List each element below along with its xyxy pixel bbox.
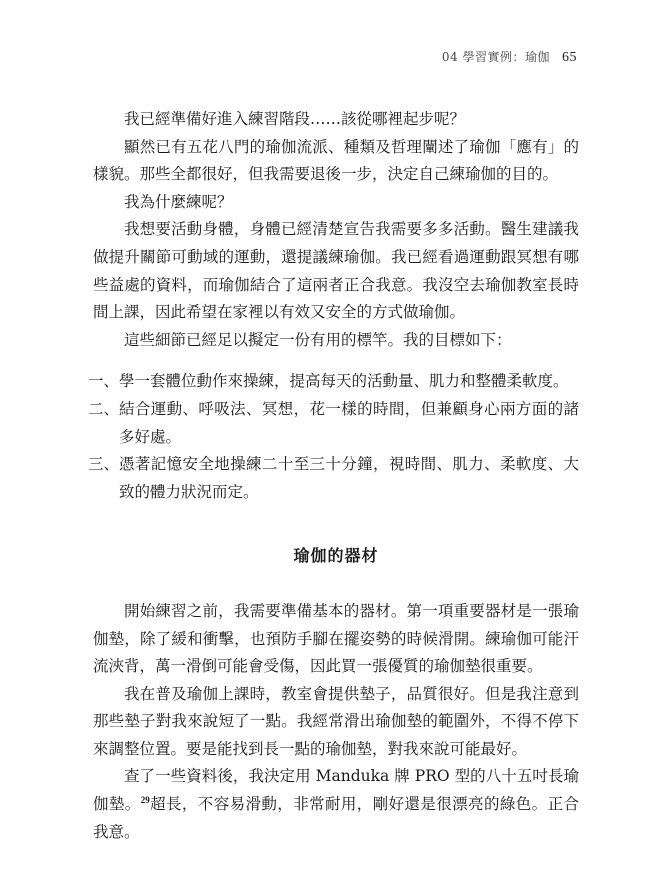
list-item <box>88 396 579 451</box>
chapter-title: 04 學習實例：瑜伽 <box>441 50 550 64</box>
list-item-text: 學一套體位動作來操練，提高每天的活動量、肌力和整體柔軟度。 <box>119 372 569 391</box>
page-body <box>88 106 579 846</box>
paragraph: 我為什麼練呢？ <box>124 192 233 211</box>
list-marker: 二、 <box>88 399 120 418</box>
paragraph: 顯然已有五花八門的瑜伽流派、種類及哲理闡述了瑜伽「應有」的樣貌。那些全都很好，但我需要退後一步，決定自己練瑜伽的目的。 <box>93 137 579 184</box>
footnote-marker: 29 <box>140 794 150 805</box>
paragraph: 我想要活動身體，身體已經清楚宣告我需要多多活動。醫生建議我做提升關節可動域的運動，還提議練瑜伽。我已經看過運動跟冥想有哪些益處的資料，而瑜伽結合了這兩者正合我意。我沒空去瑜伽教室長時間上課，因此希望在家裡以有效又安全的方式做瑜伽。 <box>93 220 579 322</box>
list-item <box>88 368 579 396</box>
running-head <box>0 48 577 66</box>
paragraph <box>93 763 579 846</box>
paragraph: 我在普及瑜伽上課時，教室會提供墊子，品質很好。但是我注意到那些墊子對我來說短了一點。我經常滑出瑜伽墊的範圍外，不得不停下來調整位置。要是能找到長一點的瑜伽墊，對我來說可能最好。 <box>93 684 579 758</box>
paragraph-text: 查了一些資料後，我決定用 Manduka 牌 PRO 型的八十五吋長瑜伽墊。 <box>93 767 579 814</box>
page-number: 65 <box>562 50 577 65</box>
paragraph-text: 超長，不容易滑動，非常耐用，剛好還是很漂亮的綠色。正合我意。 <box>93 795 579 841</box>
list-item-text: 結合運動、呼吸法、冥想，花一樣的時間，但兼顧身心兩方面的諸多好處。 <box>119 399 579 446</box>
paragraph: 我已經準備好進入練習階段……該從哪裡起步呢？ <box>124 110 466 128</box>
list-marker: 三、 <box>88 455 120 474</box>
goals-list <box>88 368 579 506</box>
list-item-text: 憑著記憶安全地操練二十至三十分鐘，視時間、肌力、柔軟度、大致的體力狀況而定。 <box>119 455 579 501</box>
section-heading: 瑜伽的器材 <box>293 546 379 566</box>
list-item <box>88 451 579 506</box>
list-marker: 一、 <box>88 372 120 391</box>
paragraph: 開始練習之前，我需要準備基本的器材。第一項重要器材是一張瑜伽墊，除了緩和衝擊，也預防手腳在擺姿勢的時候滑開。練瑜伽可能汗流浹背，萬一滑倒可能會受傷，因此買一張優質的瑜伽墊很重要。 <box>93 601 579 676</box>
paragraph: 這些細節已經足以擬定一份有用的標竿。我的目標如下： <box>124 330 512 349</box>
